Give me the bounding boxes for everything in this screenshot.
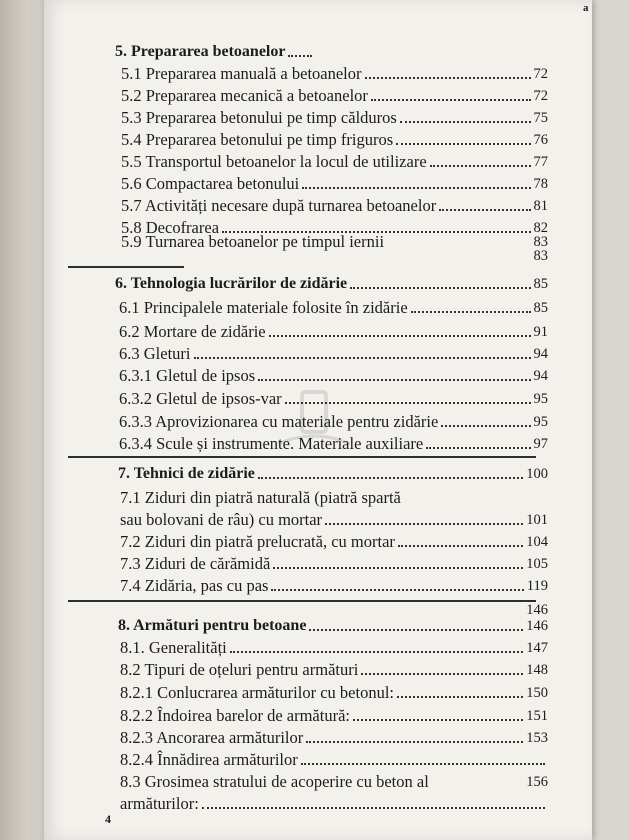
toc-entry[interactable]: 7.4 Zidăria, pas cu pas 119 <box>120 576 548 595</box>
dot-leader <box>258 379 530 381</box>
page-number: 119 <box>526 578 548 594</box>
toc-entry[interactable]: 5.2 Prepararea mecanică a betoanelor 72 <box>121 86 548 105</box>
toc-entry[interactable]: 8.2.2 Îndoirea barelor de armătură: 151 <box>120 706 548 725</box>
toc-entry[interactable]: 5.8 Decofrarea 82 <box>121 218 548 237</box>
page-number: 150 <box>526 685 548 701</box>
dot-leader <box>273 567 523 569</box>
toc-entry[interactable]: 8.2.4 Înnădirea armăturilor <box>120 746 548 770</box>
page-number: 83 <box>533 248 548 264</box>
dot-leader <box>353 719 523 721</box>
toc-entry[interactable]: 6.3.3 Aprovizionarea cu materiale pentru zidărie 95 <box>119 412 548 431</box>
dot-leader <box>396 143 530 145</box>
toc-entry[interactable]: armăturilor: <box>120 790 548 814</box>
page-number: 146 <box>526 602 548 618</box>
dot-leader <box>288 55 312 57</box>
toc-entry[interactable]: 6.3.4 Scule și instrumente. Materiale auxiliare 97 <box>119 434 548 453</box>
page-number: 94 <box>533 346 548 362</box>
dot-leader <box>202 807 545 809</box>
dot-leader <box>430 165 531 167</box>
toc-chapter-title: 5. Prepararea betoanelor <box>115 43 286 60</box>
section-divider <box>68 456 536 458</box>
section-divider <box>68 266 184 268</box>
page-number: 104 <box>526 534 548 550</box>
page-number: 156 <box>526 774 548 790</box>
toc-entry[interactable] <box>121 242 548 266</box>
page-number: 95 <box>533 391 548 407</box>
toc-entry[interactable]: 8.1. Generalități 147 <box>120 638 548 657</box>
toc-entry[interactable]: 5.6 Compactarea betonului 78 <box>121 174 548 193</box>
dot-leader <box>411 311 531 313</box>
toc-entry[interactable]: 7.2 Ziduri din piatră prelucrată, cu mortar 104 <box>120 532 548 551</box>
toc-entry[interactable]: 8.2.3 Ancorarea armăturilor 153 <box>120 728 548 747</box>
dot-leader <box>361 673 523 675</box>
page-number: 105 <box>526 556 548 572</box>
toc-entry[interactable]: 5.3 Prepararea betonului pe timp călduros 75 <box>121 108 548 127</box>
toc-entry[interactable]: 8.3 Grosimea stratului de acoperire cu beton al 156 <box>120 772 548 791</box>
page-number: 78 <box>533 176 548 192</box>
toc-chapter-title: 6. Tehnologia lucrărilor de zidărie <box>115 275 348 292</box>
dot-leader <box>371 99 531 101</box>
dot-leader <box>258 477 523 479</box>
toc-chapter-6[interactable] <box>115 270 548 294</box>
toc-entry[interactable]: 7.1 Ziduri din piatră naturală (piatră spartă <box>120 488 401 507</box>
dot-leader <box>301 763 545 765</box>
page-number: 151 <box>526 708 548 724</box>
section-divider <box>68 600 536 602</box>
toc-entry[interactable]: 6.3.1 Gletul de ipsos 94 <box>119 366 548 385</box>
page-number: 72 <box>533 88 548 104</box>
page-number: 148 <box>526 662 548 678</box>
toc-entry[interactable]: 5.5 Transportul betoanelor la locul de utilizare 77 <box>121 152 548 171</box>
dot-leader <box>269 335 531 337</box>
page-number: 83 <box>533 234 548 250</box>
toc-chapter-title: 7. Tehnici de zidărie <box>118 465 255 482</box>
toc-entry[interactable]: 6.1 Principalele materiale folosite în zidărie 85 <box>119 298 548 317</box>
toc-entry[interactable]: 8.2.1 Conlucrarea armăturilor cu betonul: 150 <box>120 683 548 702</box>
dot-leader <box>194 357 531 359</box>
page-number: 153 <box>526 730 548 746</box>
toc-entry[interactable]: 8.2 Tipuri de oțeluri pentru armături 148 <box>120 660 548 679</box>
page-number: 77 <box>533 154 548 170</box>
toc-entry[interactable]: 5.1 Prepararea manuală a betoanelor 72 <box>121 64 548 83</box>
toc-entry[interactable]: sau bolovani de râu) cu mortar 101 <box>120 510 548 529</box>
page-number: 76 <box>533 132 548 148</box>
dot-leader <box>271 589 523 591</box>
page-number: 91 <box>533 324 548 340</box>
dot-leader <box>230 651 523 653</box>
toc-chapter-7[interactable] <box>118 460 548 484</box>
corner-mark: a <box>583 2 589 14</box>
page-number: 95 <box>533 414 548 430</box>
page-number: 72 <box>533 66 548 82</box>
dot-leader <box>285 402 531 404</box>
toc-entry[interactable]: 5.9 Turnarea betoanelor pe timpul iernii 83 <box>121 232 548 251</box>
toc-entry[interactable]: 6.3.2 Gletul de ipsos-var 95 <box>119 389 548 408</box>
dot-leader <box>398 545 523 547</box>
dot-leader <box>400 121 531 123</box>
page-number: 146 <box>526 618 548 634</box>
toc-entry[interactable]: 6.3 Gleturi 94 <box>119 344 548 363</box>
page-number: 81 <box>533 198 548 214</box>
page-number: 85 <box>533 300 548 316</box>
toc-chapter-8[interactable] <box>118 612 548 636</box>
page-folio: 4 <box>105 812 111 826</box>
page-number: 147 <box>526 640 548 656</box>
toc-chapter-title: 8. Armături pentru betoane <box>118 617 307 634</box>
toc-entry[interactable]: 6.2 Mortare de zidărie 91 <box>119 322 548 341</box>
page-number: 85 <box>533 276 548 292</box>
dot-leader <box>365 77 531 79</box>
dot-leader <box>350 287 530 289</box>
page-number: 94 <box>533 368 548 384</box>
dot-leader <box>309 629 523 631</box>
page-number: 97 <box>533 436 548 452</box>
page-number: 82 <box>533 220 548 236</box>
dot-leader <box>441 425 530 427</box>
dot-leader <box>439 209 530 211</box>
dot-leader <box>325 523 523 525</box>
dot-leader <box>302 187 530 189</box>
toc-entry[interactable]: 5.4 Prepararea betonului pe timp friguros 76 <box>121 130 548 149</box>
page-number: 100 <box>526 466 548 482</box>
page-number: 75 <box>533 110 548 126</box>
dot-leader <box>426 447 530 449</box>
toc-chapter-5[interactable] <box>115 38 315 62</box>
toc-entry[interactable]: 7.3 Ziduri de cărămidă 105 <box>120 554 548 573</box>
toc-entry[interactable]: 5.7 Activități necesare după turnarea betoanelor 81 <box>121 196 548 215</box>
book-binding-edge <box>0 0 44 840</box>
dot-leader <box>306 741 523 743</box>
dot-leader <box>397 696 523 698</box>
page-number: 101 <box>526 512 548 528</box>
